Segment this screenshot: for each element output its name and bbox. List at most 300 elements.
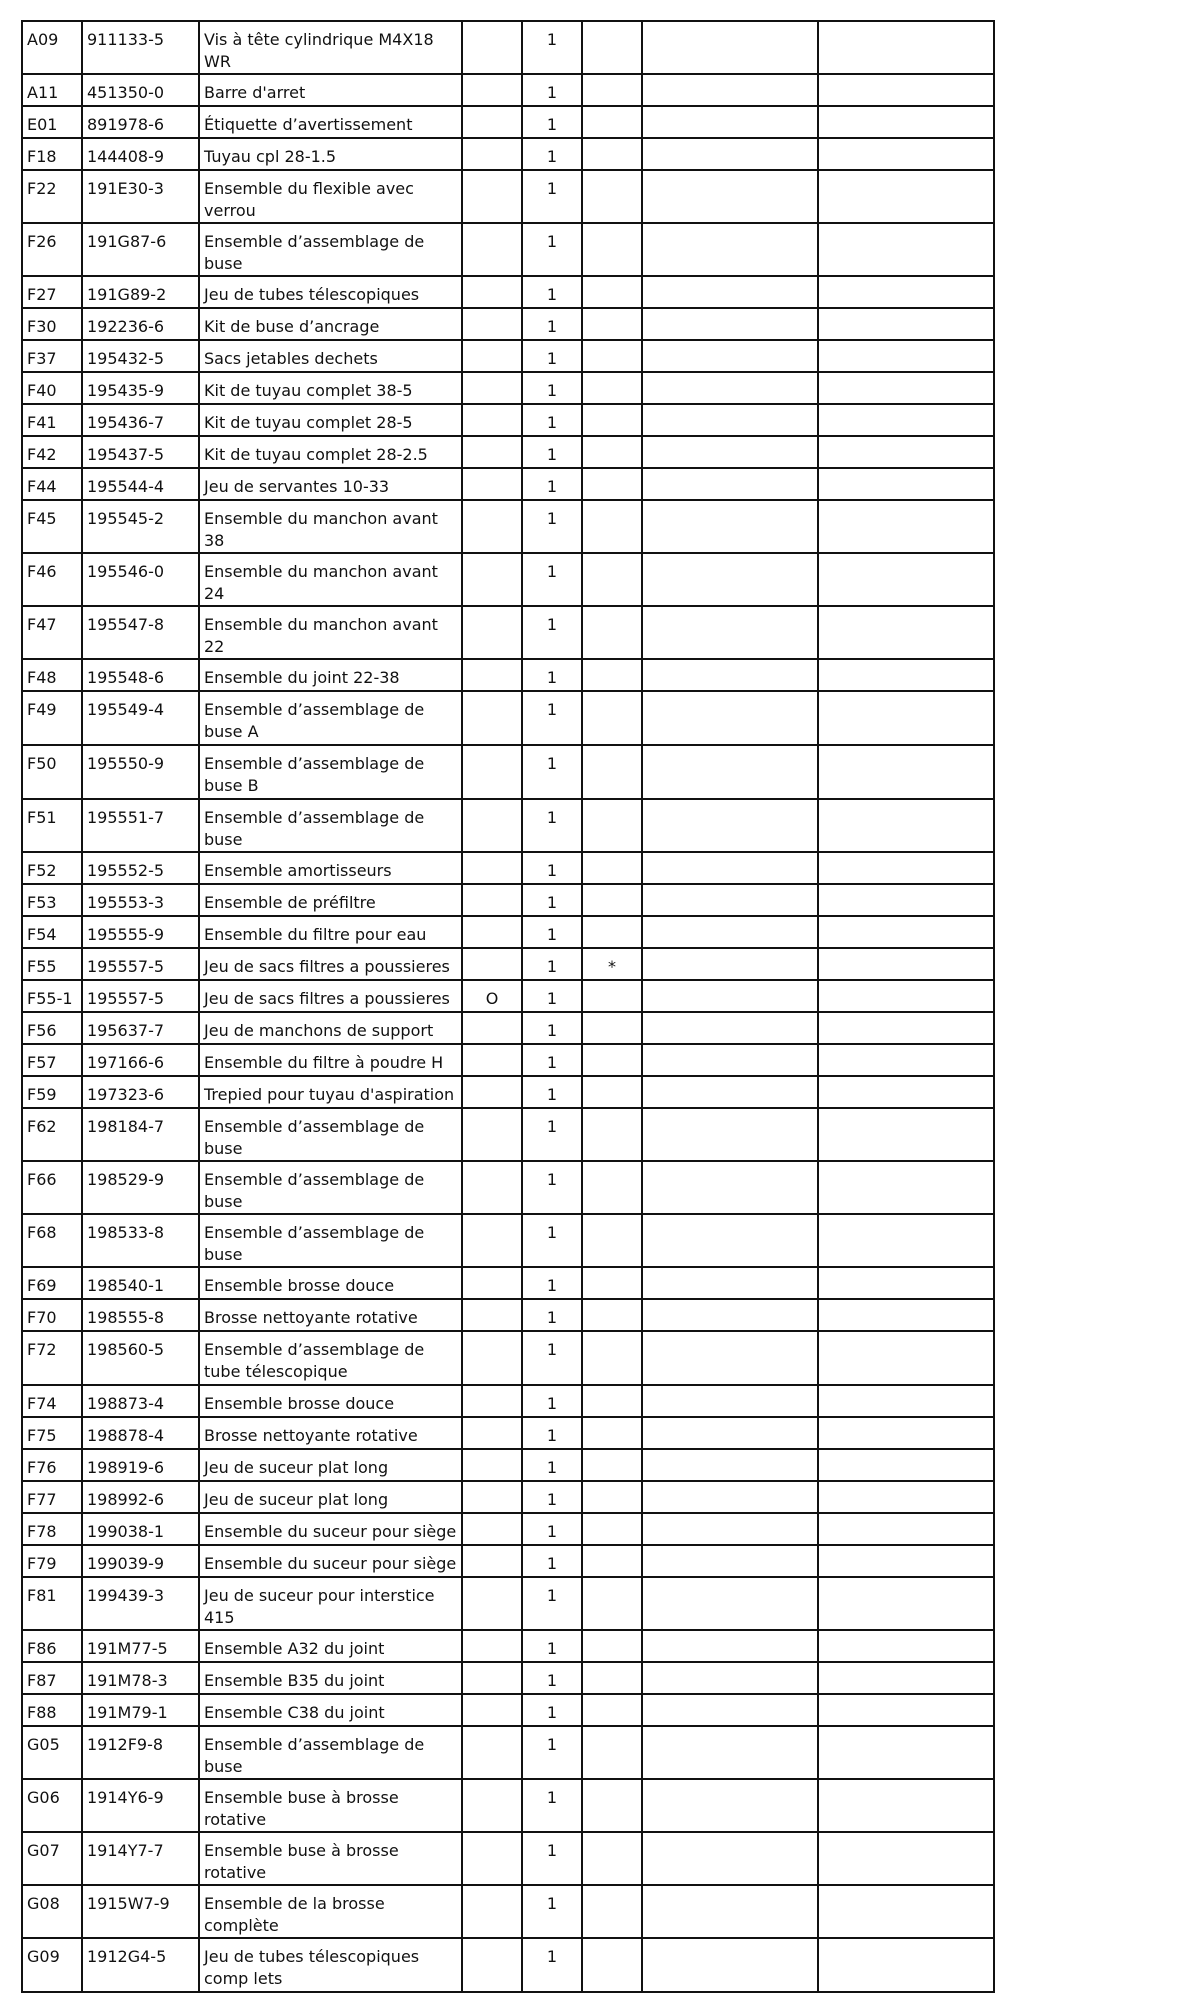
cell-option [462,1832,522,1885]
cell-reference: F51 [22,799,82,852]
table-row [22,1832,994,1885]
cell-empty [818,1449,994,1481]
cell-option [462,1385,522,1417]
cell-note [582,138,642,170]
cell-empty [642,21,818,74]
cell-empty [642,1694,818,1726]
cell-part-number: 1912F9-8 [82,1726,199,1779]
cell-note [582,852,642,884]
cell-empty [818,1630,994,1662]
cell-part-number: 195553-3 [82,884,199,916]
cell-reference: F49 [22,691,82,745]
cell-option [462,404,522,436]
cell-option [462,1044,522,1076]
table-row [22,1012,994,1044]
cell-description: Ensemble buse à brosse rotative [199,1779,462,1832]
cell-empty [642,1885,818,1938]
cell-quantity: 1 [522,436,582,468]
cell-option [462,659,522,691]
cell-note [582,223,642,276]
cell-quantity: 1 [522,1299,582,1331]
cell-empty [818,1299,994,1331]
table-row [22,436,994,468]
cell-empty [818,1545,994,1577]
cell-description: Jeu de sacs filtres a poussieres [199,980,462,1012]
cell-empty [642,223,818,276]
cell-quantity: 1 [522,1662,582,1694]
cell-empty [818,276,994,308]
table-row [22,1513,994,1545]
cell-empty [818,884,994,916]
cell-option [462,1331,522,1385]
cell-empty [818,1417,994,1449]
cell-description: Ensemble de la brosse complète [199,1885,462,1938]
cell-description: Kit de tuyau complet 38-5 [199,372,462,404]
cell-part-number: 195550-9 [82,745,199,799]
cell-option [462,884,522,916]
cell-reference: F57 [22,1044,82,1076]
cell-empty [642,404,818,436]
cell-quantity: 1 [522,1076,582,1108]
cell-option [462,553,522,606]
cell-part-number: 195552-5 [82,852,199,884]
cell-note [582,1331,642,1385]
cell-description: Ensemble du joint 22-38 [199,659,462,691]
cell-note [582,404,642,436]
table-row [22,1299,994,1331]
table-row [22,1214,994,1267]
cell-empty [818,74,994,106]
table-row [22,1885,994,1938]
cell-reference: F18 [22,138,82,170]
cell-quantity: 1 [522,553,582,606]
cell-empty [642,1449,818,1481]
cell-part-number: 195437-5 [82,436,199,468]
cell-description: Ensemble d’assemblage de buse B [199,745,462,799]
cell-option [462,606,522,659]
cell-part-number: 195436-7 [82,404,199,436]
table-row [22,1662,994,1694]
table-row [22,404,994,436]
cell-part-number: 191G89-2 [82,276,199,308]
cell-empty [818,1726,994,1779]
cell-quantity: 1 [522,1545,582,1577]
cell-option [462,1108,522,1161]
cell-reference: F47 [22,606,82,659]
cell-option [462,1726,522,1779]
cell-quantity: 1 [522,1481,582,1513]
cell-quantity: 1 [522,606,582,659]
cell-empty [642,276,818,308]
cell-description: Kit de tuyau complet 28-5 [199,404,462,436]
table-row [22,799,994,852]
cell-part-number: 195557-5 [82,948,199,980]
cell-note [582,1832,642,1885]
cell-note [582,884,642,916]
table-row [22,276,994,308]
cell-quantity: 1 [522,884,582,916]
cell-option [462,276,522,308]
cell-reference: G06 [22,1779,82,1832]
cell-empty [642,1577,818,1630]
cell-reference: F53 [22,884,82,916]
cell-quantity: 1 [522,691,582,745]
cell-option [462,1267,522,1299]
cell-empty [818,659,994,691]
table-row [22,1779,994,1832]
cell-option [462,852,522,884]
cell-empty [818,170,994,223]
table-row [22,916,994,948]
table-row [22,1938,994,1992]
cell-part-number: 1912G4-5 [82,1938,199,1992]
cell-part-number: 195637-7 [82,1012,199,1044]
cell-empty [818,1832,994,1885]
cell-empty [642,659,818,691]
table-row [22,468,994,500]
cell-empty [818,1076,994,1108]
cell-part-number: 195545-2 [82,500,199,553]
cell-empty [642,1076,818,1108]
cell-description: Ensemble d’assemblage de buse [199,1726,462,1779]
cell-note [582,1726,642,1779]
cell-reference: A09 [22,21,82,74]
cell-empty [818,1694,994,1726]
cell-empty [642,1513,818,1545]
cell-quantity: 1 [522,745,582,799]
table-row [22,1044,994,1076]
table-row [22,1577,994,1630]
cell-description: Jeu de tubes télescopiques comp lets [199,1938,462,1992]
cell-reference: F44 [22,468,82,500]
cell-empty [818,852,994,884]
parts-list-page [21,20,981,1993]
cell-note [582,1481,642,1513]
cell-option [462,170,522,223]
cell-description: Ensemble B35 du joint [199,1662,462,1694]
cell-reference: F79 [22,1545,82,1577]
cell-description: Sacs jetables dechets [199,340,462,372]
table-row [22,980,994,1012]
cell-description: Jeu de servantes 10-33 [199,468,462,500]
table-row [22,1076,994,1108]
cell-option [462,1779,522,1832]
cell-note [582,799,642,852]
cell-option [462,745,522,799]
cell-empty [642,1726,818,1779]
cell-empty [818,436,994,468]
cell-note [582,308,642,340]
cell-reference: G07 [22,1832,82,1885]
cell-description: Ensemble du flexible avec verrou [199,170,462,223]
table-row [22,1417,994,1449]
cell-note [582,1513,642,1545]
cell-empty [818,691,994,745]
cell-empty [642,1299,818,1331]
cell-empty [642,1385,818,1417]
cell-part-number: 195435-9 [82,372,199,404]
cell-quantity: 1 [522,500,582,553]
cell-note [582,372,642,404]
cell-empty [642,1417,818,1449]
cell-option [462,1417,522,1449]
cell-empty [818,308,994,340]
cell-quantity: 1 [522,1449,582,1481]
cell-quantity: 1 [522,1694,582,1726]
cell-quantity: 1 [522,852,582,884]
cell-empty [818,21,994,74]
cell-reference: F37 [22,340,82,372]
cell-empty [642,340,818,372]
cell-note [582,1449,642,1481]
cell-quantity: 1 [522,223,582,276]
cell-note [582,1545,642,1577]
cell-part-number: 195432-5 [82,340,199,372]
cell-quantity: 1 [522,372,582,404]
cell-note [582,21,642,74]
cell-reference: F46 [22,553,82,606]
cell-option [462,1513,522,1545]
cell-note [582,1214,642,1267]
parts-table-body [22,21,994,1992]
cell-part-number: 192236-6 [82,308,199,340]
cell-part-number: 198919-6 [82,1449,199,1481]
cell-description: Ensemble du manchon avant 38 [199,500,462,553]
cell-option [462,916,522,948]
table-row [22,21,994,74]
cell-reference: F75 [22,1417,82,1449]
cell-quantity: 1 [522,1214,582,1267]
cell-option [462,799,522,852]
cell-empty [818,340,994,372]
cell-quantity: 1 [522,138,582,170]
cell-empty [642,1044,818,1076]
table-row [22,606,994,659]
parts-table [21,20,995,1993]
cell-reference: G05 [22,1726,82,1779]
cell-note [582,1161,642,1214]
cell-empty [818,500,994,553]
cell-description: Ensemble du manchon avant 22 [199,606,462,659]
cell-quantity: 1 [522,106,582,138]
table-row [22,308,994,340]
cell-quantity: 1 [522,308,582,340]
cell-reference: F78 [22,1513,82,1545]
cell-description: Barre d'arret [199,74,462,106]
cell-empty [818,223,994,276]
cell-option [462,1577,522,1630]
cell-part-number: 1914Y6-9 [82,1779,199,1832]
cell-note [582,1299,642,1331]
cell-empty [642,106,818,138]
cell-option [462,1694,522,1726]
cell-part-number: 198560-5 [82,1331,199,1385]
cell-option [462,691,522,745]
cell-option [462,1012,522,1044]
cell-description: Ensemble d’assemblage de buse [199,1108,462,1161]
cell-reference: F87 [22,1662,82,1694]
cell-part-number: 195555-9 [82,916,199,948]
cell-part-number: 198533-8 [82,1214,199,1267]
cell-empty [642,799,818,852]
cell-note [582,1779,642,1832]
cell-quantity: 1 [522,948,582,980]
cell-option [462,1545,522,1577]
cell-empty [818,372,994,404]
cell-empty [642,1630,818,1662]
cell-empty [642,372,818,404]
cell-part-number: 199039-9 [82,1545,199,1577]
cell-description: Jeu de suceur plat long [199,1481,462,1513]
cell-part-number: 191G87-6 [82,223,199,276]
cell-reference: F77 [22,1481,82,1513]
cell-empty [642,1161,818,1214]
cell-empty [642,468,818,500]
cell-description: Ensemble du manchon avant 24 [199,553,462,606]
cell-description: Ensemble du suceur pour siège [199,1513,462,1545]
cell-reference: F22 [22,170,82,223]
cell-part-number: 195551-7 [82,799,199,852]
cell-empty [642,948,818,980]
cell-reference: F54 [22,916,82,948]
cell-quantity: 1 [522,170,582,223]
cell-note [582,1012,642,1044]
cell-reference: F88 [22,1694,82,1726]
cell-option [462,308,522,340]
cell-reference: F27 [22,276,82,308]
cell-reference: F40 [22,372,82,404]
cell-quantity: 1 [522,276,582,308]
cell-reference: F50 [22,745,82,799]
cell-empty [642,884,818,916]
cell-description: Ensemble d’assemblage de buse [199,1214,462,1267]
cell-reference: F41 [22,404,82,436]
cell-description: Kit de buse d’ancrage [199,308,462,340]
cell-empty [818,1885,994,1938]
cell-description: Ensemble d’assemblage de tube télescopique [199,1331,462,1385]
cell-empty [818,1044,994,1076]
cell-empty [642,745,818,799]
cell-quantity: 1 [522,916,582,948]
cell-reference: F69 [22,1267,82,1299]
cell-description: Brosse nettoyante rotative [199,1299,462,1331]
cell-option [462,500,522,553]
cell-quantity: 1 [522,1885,582,1938]
cell-option [462,1938,522,1992]
cell-option [462,1481,522,1513]
cell-empty [642,1832,818,1885]
cell-empty [818,1938,994,1992]
cell-description: Ensemble d’assemblage de buse [199,799,462,852]
cell-note [582,1417,642,1449]
cell-quantity: 1 [522,1832,582,1885]
table-row [22,1385,994,1417]
cell-note: * [582,948,642,980]
cell-option [462,21,522,74]
cell-empty [642,1267,818,1299]
cell-description: Jeu de tubes télescopiques [199,276,462,308]
cell-quantity: 1 [522,1513,582,1545]
cell-part-number: 191M78-3 [82,1662,199,1694]
cell-empty [818,1267,994,1299]
cell-part-number: 198878-4 [82,1417,199,1449]
cell-empty [818,1662,994,1694]
cell-empty [818,1012,994,1044]
cell-reference: F81 [22,1577,82,1630]
cell-reference: G09 [22,1938,82,1992]
cell-empty [642,1938,818,1992]
cell-reference: F48 [22,659,82,691]
cell-note [582,1694,642,1726]
cell-empty [642,1108,818,1161]
cell-option [462,1449,522,1481]
cell-empty [642,852,818,884]
cell-description: Brosse nettoyante rotative [199,1417,462,1449]
cell-empty [642,1662,818,1694]
cell-note [582,1267,642,1299]
cell-description: Ensemble amortisseurs [199,852,462,884]
cell-part-number: 191M77-5 [82,1630,199,1662]
cell-option [462,1214,522,1267]
cell-empty [818,1577,994,1630]
cell-empty [818,1161,994,1214]
cell-option [462,372,522,404]
cell-empty [642,553,818,606]
cell-part-number: 198540-1 [82,1267,199,1299]
cell-option [462,106,522,138]
cell-note [582,74,642,106]
cell-empty [642,308,818,340]
cell-empty [642,1214,818,1267]
table-row [22,1630,994,1662]
cell-empty [818,948,994,980]
cell-empty [642,606,818,659]
cell-reference: A11 [22,74,82,106]
cell-empty [642,138,818,170]
cell-description: Jeu de manchons de support [199,1012,462,1044]
cell-note [582,106,642,138]
cell-description: Vis à tête cylindrique M4X18 WR [199,21,462,74]
cell-description: Ensemble C38 du joint [199,1694,462,1726]
cell-description: Ensemble du filtre à poudre H [199,1044,462,1076]
cell-description: Ensemble brosse douce [199,1385,462,1417]
cell-note [582,1108,642,1161]
cell-quantity: 1 [522,1385,582,1417]
cell-part-number: 198992-6 [82,1481,199,1513]
cell-quantity: 1 [522,1630,582,1662]
cell-quantity: 1 [522,980,582,1012]
cell-quantity: 1 [522,1577,582,1630]
cell-quantity: 1 [522,340,582,372]
cell-reference: F55 [22,948,82,980]
cell-part-number: 195546-0 [82,553,199,606]
cell-empty [642,74,818,106]
cell-empty [818,745,994,799]
cell-description: Étiquette d’avertissement [199,106,462,138]
cell-note [582,1577,642,1630]
table-row [22,372,994,404]
cell-reference: F76 [22,1449,82,1481]
cell-note [582,1938,642,1992]
cell-option: O [462,980,522,1012]
cell-description: Jeu de suceur pour interstice 415 [199,1577,462,1630]
cell-empty [818,553,994,606]
cell-quantity: 1 [522,1012,582,1044]
cell-note [582,1630,642,1662]
cell-option [462,223,522,276]
cell-reference: F45 [22,500,82,553]
cell-quantity: 1 [522,74,582,106]
